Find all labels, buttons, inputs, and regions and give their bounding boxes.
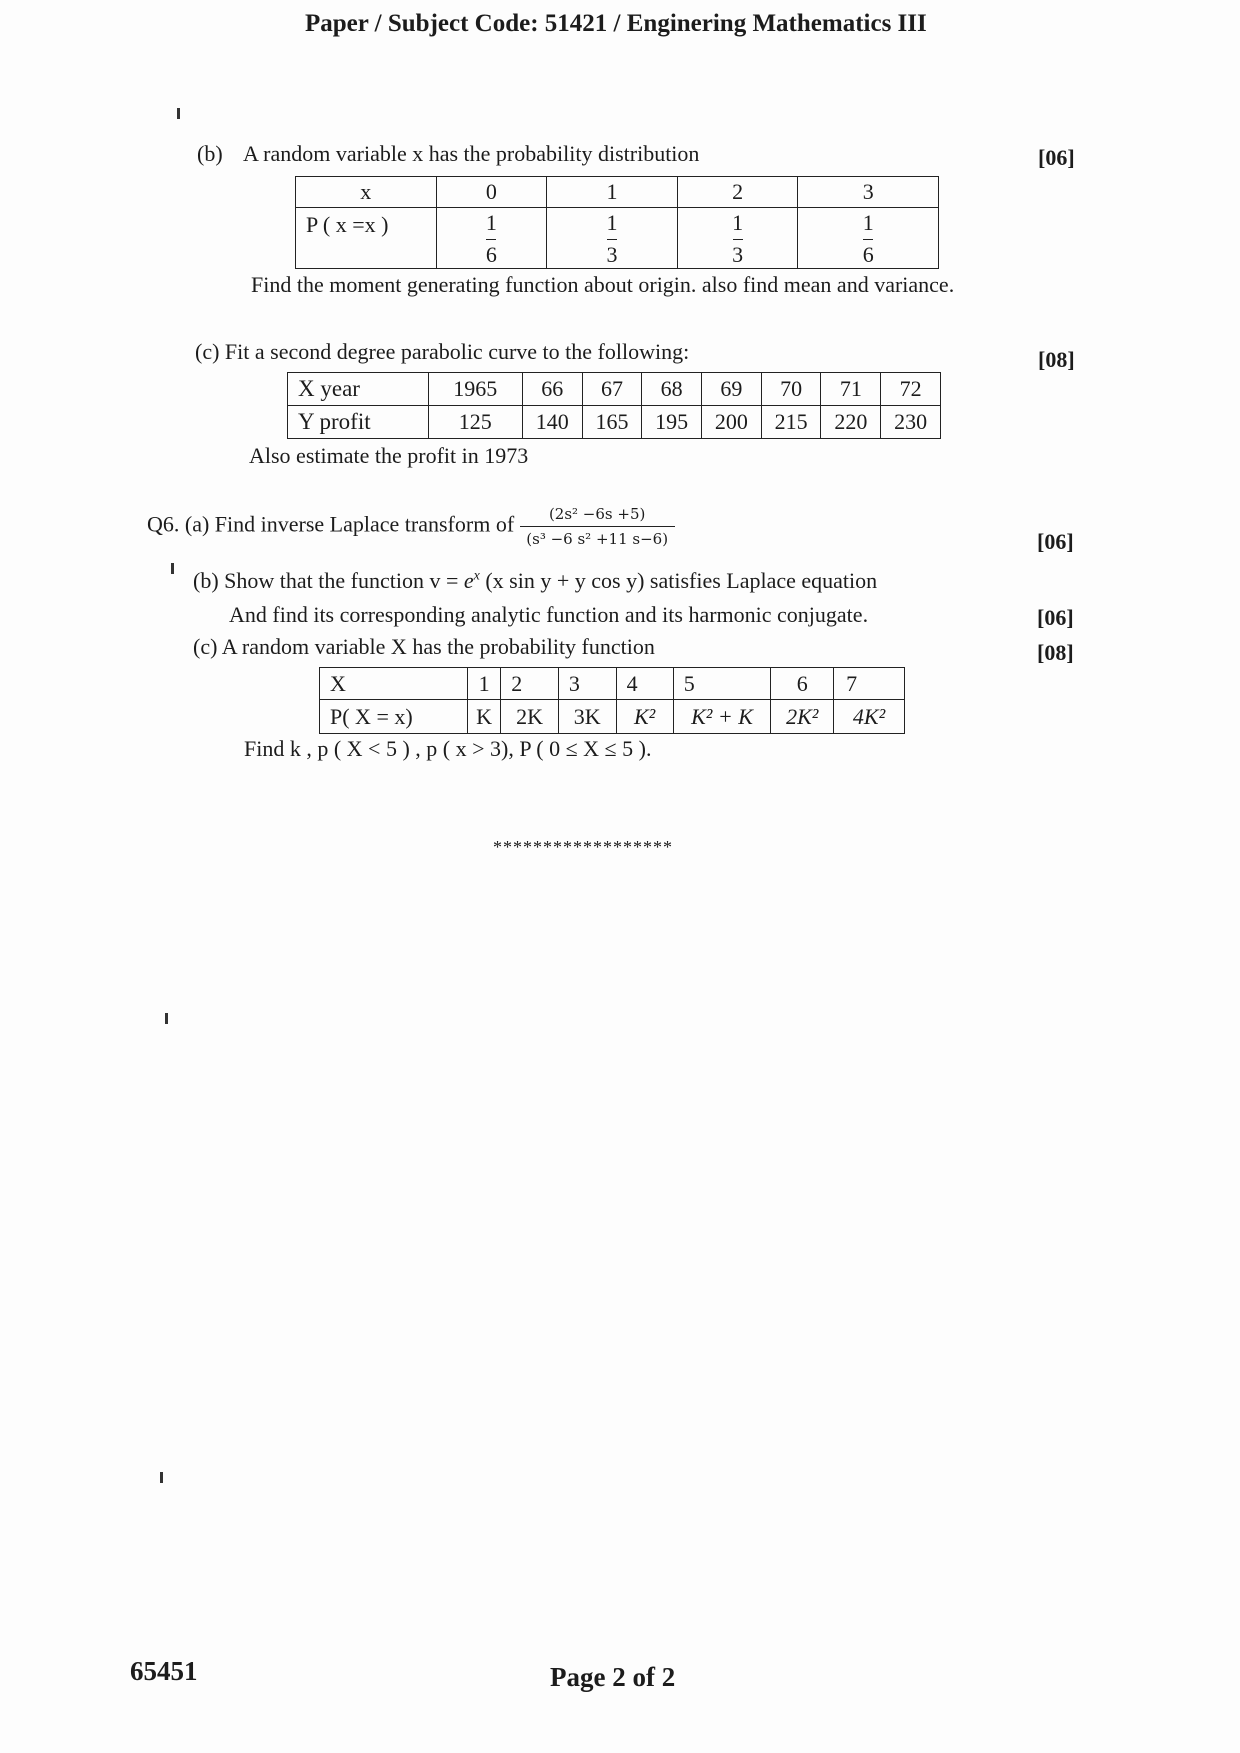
table-cell [677, 208, 798, 269]
laplace-denominator: (s³ −6 s² +11 s−6) [526, 530, 669, 548]
fraction [486, 211, 497, 265]
exp-base: e [463, 568, 474, 593]
table-header-cell: X [320, 668, 468, 700]
table-cell: 7 [834, 668, 905, 700]
fraction-bar [607, 239, 617, 240]
table-cell: 200 [702, 406, 762, 439]
table-header-cell: P( X = x) [320, 700, 468, 734]
fraction [607, 211, 618, 265]
table-header-cell: Y profit [288, 406, 429, 439]
table-cell: 140 [522, 406, 582, 439]
footer-code: 65451 [130, 1656, 198, 1686]
numerator: 1 [732, 210, 744, 236]
q6b-line1 [193, 568, 877, 594]
table-cell: 69 [702, 373, 762, 406]
q5b-marks: [06] [1038, 145, 1075, 170]
q5b-instruction: Find the moment generating function about origin. also find mean and variance. [251, 272, 955, 297]
q5c-instruction: Also estimate the profit in 1973 [249, 443, 529, 468]
q5c-marks: [08] [1038, 347, 1075, 372]
denominator: 6 [862, 241, 874, 267]
q6a-marks: [06] [1037, 529, 1074, 554]
q6a-text: Q6. (a) Find inverse Laplace transform of [147, 511, 515, 537]
footer-page-number: Page 2 of 2 [550, 1662, 676, 1692]
table-cell: K² [616, 700, 673, 734]
q5c-text: (c) Fit a second degree parabolic curve to the following: [195, 339, 690, 364]
laplace-fraction [520, 505, 675, 548]
denominator: 3 [732, 241, 744, 267]
q6c-marks: [08] [1037, 640, 1074, 665]
numerator: 1 [862, 210, 874, 236]
table-cell: 70 [761, 373, 821, 406]
table-header-cell: P ( x =x ) [296, 208, 437, 269]
fraction [863, 211, 874, 265]
q6c-probability-table [319, 667, 905, 734]
table-cell: 3K [558, 700, 616, 734]
table-cell: 1965 [428, 373, 522, 406]
table-cell: 230 [881, 406, 941, 439]
numerator: 1 [485, 210, 497, 236]
table-cell: 71 [821, 373, 881, 406]
fraction-bar [863, 239, 873, 240]
table-cell: 2K [501, 700, 559, 734]
table-cell: 125 [428, 406, 522, 439]
table-header-cell: x [296, 177, 437, 208]
table-header-cell: X year [288, 373, 429, 406]
table-cell: 67 [582, 373, 642, 406]
scan-mark [160, 1472, 163, 1483]
q6b-marks: [06] [1037, 605, 1074, 630]
q6c-instruction: Find k , p ( X < 5 ) , p ( x > 3), P ( 0 ≤ X ≤ 5 ). [244, 736, 652, 761]
q5b-text: A random variable x has the probability distribution [243, 141, 700, 166]
table-cell: 4 [616, 668, 673, 700]
table-cell: 3 [798, 177, 939, 208]
table-cell: 215 [761, 406, 821, 439]
table-cell [798, 208, 939, 269]
q6b-text-rest: (x sin y + y cos y) satisfies Laplace equation [479, 568, 878, 593]
exp-power: x [473, 568, 480, 584]
table-cell: K² + K [673, 700, 771, 734]
separator-stars: ****************** [493, 837, 673, 857]
denominator: 6 [485, 241, 497, 267]
table-cell [436, 208, 547, 269]
q6a-question [147, 505, 675, 548]
q6b-line2: And find its corresponding analytic function and its harmonic conjugate. [229, 602, 869, 627]
table-cell: 195 [642, 406, 702, 439]
table-cell: 1 [547, 177, 678, 208]
table-cell: 68 [642, 373, 702, 406]
table-cell: 1 [468, 668, 501, 700]
table-cell: 2K² [771, 700, 834, 734]
table-cell: 2 [677, 177, 798, 208]
table-cell: K [468, 700, 501, 734]
table-cell: 165 [582, 406, 642, 439]
denominator: 3 [606, 241, 618, 267]
q5c-data-table [287, 372, 941, 439]
fraction-bar [486, 239, 496, 240]
table-cell: 220 [821, 406, 881, 439]
fraction-bar [520, 526, 675, 527]
numerator: 1 [606, 210, 618, 236]
q5b-distribution-table [295, 176, 939, 269]
laplace-numerator: (2s² −6s +5) [548, 505, 646, 523]
table-cell: 4K² [834, 700, 905, 734]
q6c-text: (c) A random variable X has the probability function [193, 634, 655, 659]
q6b-text: (b) Show that the function v = [193, 568, 464, 593]
table-cell: 3 [558, 668, 616, 700]
table-cell: 6 [771, 668, 834, 700]
table-cell: 0 [436, 177, 547, 208]
page-header: Paper / Subject Code: 51421 / Enginering Mathematics III [305, 10, 927, 37]
table-cell: 66 [522, 373, 582, 406]
table-cell [547, 208, 678, 269]
fraction-bar [733, 239, 743, 240]
q5b-label: (b) [197, 141, 223, 166]
scan-mark [177, 108, 180, 119]
table-cell: 72 [881, 373, 941, 406]
scan-mark [165, 1013, 168, 1024]
fraction [732, 211, 743, 265]
table-cell: 5 [673, 668, 771, 700]
scan-mark [171, 563, 174, 574]
table-cell: 2 [501, 668, 559, 700]
